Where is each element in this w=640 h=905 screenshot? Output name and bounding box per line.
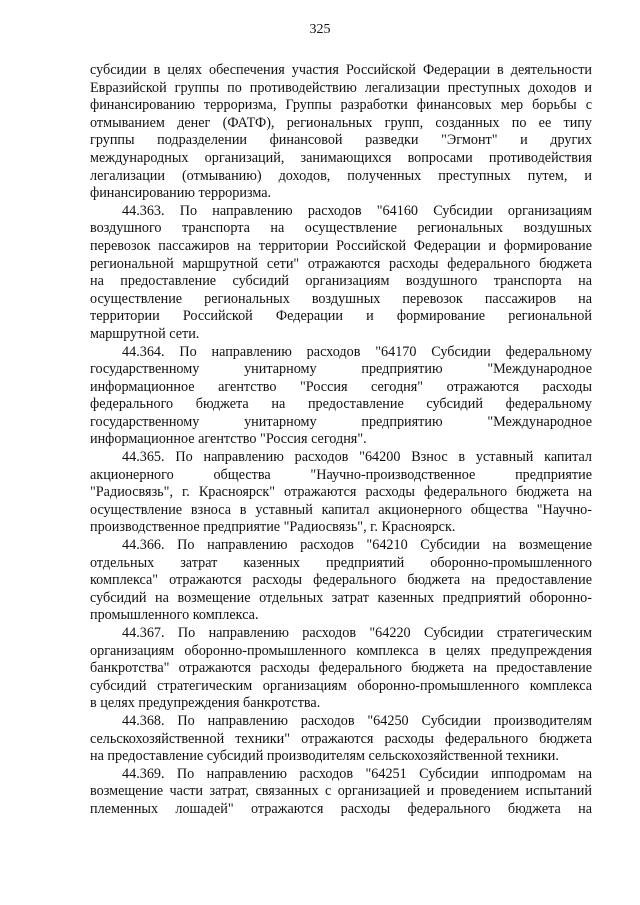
document-body xyxy=(90,62,592,819)
text-line: субсидий на возмещение отдельных затрат казенных предприятий оборонно- xyxy=(90,589,592,606)
text-line: сельскохозяйственной техники" отражаются расходы федерального бюджета xyxy=(90,730,592,747)
text-line: производственное предприятие "Радиосвязь", г. Красноярск. xyxy=(90,519,456,536)
text-line: 44.367. По направлению расходов "64220 Субсидии стратегическим xyxy=(122,625,592,641)
text-line: территории Российской Федерации и формирование региональной xyxy=(90,308,592,325)
text-line: финансированию терроризма. xyxy=(90,185,272,202)
text-line: Евразийской группы по противодействию легализации преступных доходов и xyxy=(90,79,592,96)
text-line: 44.369. По направлению расходов "64251 Субсидии ипподромам на xyxy=(122,765,592,782)
text-line: государственному унитарному предприятию "Международное xyxy=(90,361,592,378)
text-line: акционерного общества "Научно-производственное предприятие xyxy=(90,466,592,483)
text-line: осуществление региональных воздушных перевозок пассажиров на xyxy=(90,290,592,307)
page-number: 325 xyxy=(309,22,331,37)
text-line: государственному унитарному предприятию "Международное xyxy=(90,413,592,430)
text-line: промышленного комплекса. xyxy=(90,607,259,624)
text-line: маршрутной сети. xyxy=(90,325,200,342)
text-line: информационное агентство "Россия сегодня" отражаются расходы xyxy=(90,378,592,395)
text-line: на предоставление субсидий производителям сельскохозяйственной техники. xyxy=(90,748,559,765)
text-line: региональной маршрутной сети" отражаются расходы федерального бюджета xyxy=(90,255,592,272)
text-line: 44.364. По направлению расходов "64170 Субсидии федеральному xyxy=(122,343,592,360)
text-line: возмещение части затрат, связанных с организацией и проведением испытаний xyxy=(90,783,592,800)
text-line: осуществление взноса в уставный капитал акционерного общества "Научно- xyxy=(90,501,592,518)
text-line: в целях предупреждения банкротства. xyxy=(90,695,321,712)
text-line: 44.368. По направлению расходов "64250 Субсидии производителям xyxy=(122,712,592,729)
text-line: банкротства" отражаются расходы федерального бюджета на предоставление xyxy=(90,660,592,677)
text-line: комплекса" отражаются расходы федерального бюджета на предоставление xyxy=(90,572,592,589)
text-line: на предоставление субсидий организациям воздушного транспорта на xyxy=(90,273,592,290)
text-line: международных организаций, занимающихся вопросами противодействия xyxy=(90,149,592,166)
text-line: отдельных затрат казенных предприятий оборонно-промышленного xyxy=(90,554,592,571)
text-line: отмыванием денег (ФАТФ), региональных групп, созданных по ее типу xyxy=(90,114,592,131)
text-line: 44.365. По направлению расходов "64200 Взнос в уставный капитал xyxy=(122,449,592,466)
text-line: 44.363. По направлению расходов "64160 Субсидии организациям xyxy=(122,202,592,219)
text-line: "Радиосвязь", г. Красноярск" отражаются расходы федерального бюджета на xyxy=(90,484,592,501)
text-line: субсидии в целях обеспечения участия Российской Федерации в деятельности xyxy=(90,62,592,78)
text-line: федерального бюджета на предоставление субсидий федеральному xyxy=(90,396,592,413)
text-line: племенных лошадей" отражаются расходы федерального бюджета на xyxy=(90,800,592,817)
text-line: перевозок пассажиров на территории Российской Федерации и формирование xyxy=(90,237,592,254)
text-line: информационное агентство "Россия сегодня". xyxy=(90,431,367,448)
text-line: организациям оборонно-промышленного комплекса в целях предупреждения xyxy=(90,642,592,659)
text-line: воздушного транспорта на осуществление региональных воздушных xyxy=(90,220,592,237)
text-line: легализации (отмыванию) доходов, полученных преступных путем, и xyxy=(90,167,592,184)
text-line: субсидий стратегическим организациям оборонно-промышленного комплекса xyxy=(90,677,592,694)
text-line: финансированию терроризма, Группы разработки финансовых мер борьбы с xyxy=(90,97,592,114)
text-line: группы подразделении финансовой разведки "Эгмонт" и других xyxy=(90,132,592,149)
text-line: 44.366. По направлению расходов "64210 Субсидии на возмещение xyxy=(122,537,592,554)
